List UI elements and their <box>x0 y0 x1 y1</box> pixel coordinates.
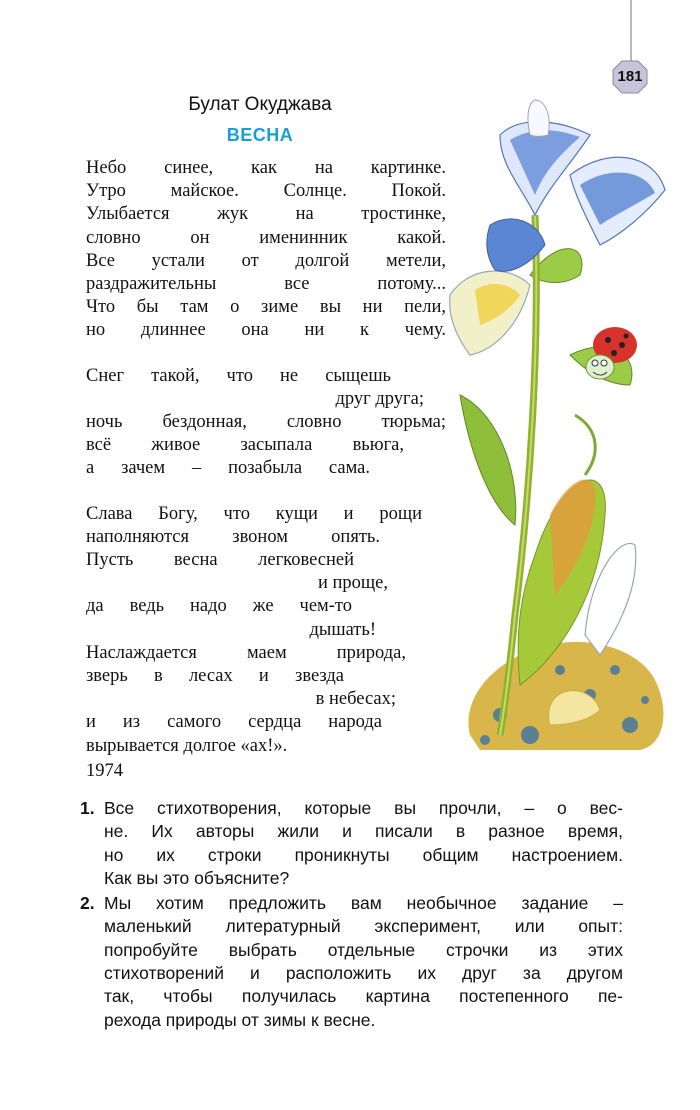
question-1 <box>78 797 623 890</box>
page-number-badge <box>612 60 648 94</box>
poem-line: всё живое засыпала вьюга, <box>86 435 404 456</box>
poem-line: а зачем – позабыла сама. <box>86 458 370 479</box>
question-line: Как вы это объясните? <box>104 867 290 888</box>
poem-line: Улыбается жук на тростинке, <box>86 204 446 225</box>
question-number: 1. <box>80 798 95 818</box>
poem-line: словно он именинник какой. <box>86 227 446 248</box>
poem-line: ночь бездонная, словно тюрьма; <box>86 412 446 433</box>
poem-line: Слава Богу, что кущи и рощи <box>86 503 422 524</box>
poem-line: и проще, <box>317 573 388 594</box>
question-line: Мы хотим предложить вам необычное задание – <box>104 893 623 914</box>
poem-line: дышать! <box>309 619 376 640</box>
poem-line: и из самого сердца народа <box>86 712 382 733</box>
page-number: 181 <box>617 68 643 85</box>
page-number-line <box>630 0 632 62</box>
question-2 <box>78 892 623 1032</box>
poem-year: 1974 <box>86 761 123 781</box>
question-line: рехода природы от зимы к весне. <box>104 1009 376 1030</box>
poem-title: ВЕСНА <box>226 125 294 145</box>
author-name: Булат Окуджава <box>188 94 332 115</box>
question-line: но их строки проникнуты общим настроением. <box>104 844 623 865</box>
question-line: не. Их авторы жили и писали в разное время, <box>104 821 623 842</box>
flower-ladybug-illustration <box>440 95 670 765</box>
poem-line: наполняются звоном опять. <box>86 526 380 547</box>
question-line: попробуйте выбрать отдельные строчки из этих <box>104 939 623 960</box>
poem-line: да ведь надо же чем-то <box>86 596 352 617</box>
poem-line: но длиннее она ни к чему. <box>86 320 446 341</box>
poem-line: зверь в лесах и звезда <box>86 666 344 687</box>
question-number: 2. <box>80 893 95 914</box>
poem-line: в небесах; <box>315 689 396 710</box>
poem-line: Утро майское. Солнце. Покой. <box>86 181 446 202</box>
poem-line: друг друга; <box>335 388 424 409</box>
poem-line: Что бы там о зиме вы ни пели, <box>86 297 446 318</box>
poem <box>86 157 446 758</box>
poem-line: Наслаждается маем природа, <box>86 642 406 663</box>
questions <box>78 797 623 1034</box>
question-line: маленький литературный эксперимент, или опыт: <box>104 916 623 937</box>
question-line: так, чтобы получилась картина постепенного пе- <box>104 986 623 1007</box>
poem-line: Небо синее, как на картинке. <box>86 158 446 178</box>
question-line: стихотворений и расположить их друг за другом <box>104 963 623 984</box>
poem-line: Снег такой, что не сыщешь <box>86 365 391 386</box>
poem-line: Все устали от долгой метели, <box>86 250 446 271</box>
poem-line: вырывается долгое «ах!». <box>86 735 288 756</box>
poem-line: раздражительны все потому... <box>86 274 446 295</box>
poem-line: Пусть весна легковесней <box>86 550 354 571</box>
question-line: Все стихотворения, которые вы прочли, – о вес- <box>104 798 623 818</box>
